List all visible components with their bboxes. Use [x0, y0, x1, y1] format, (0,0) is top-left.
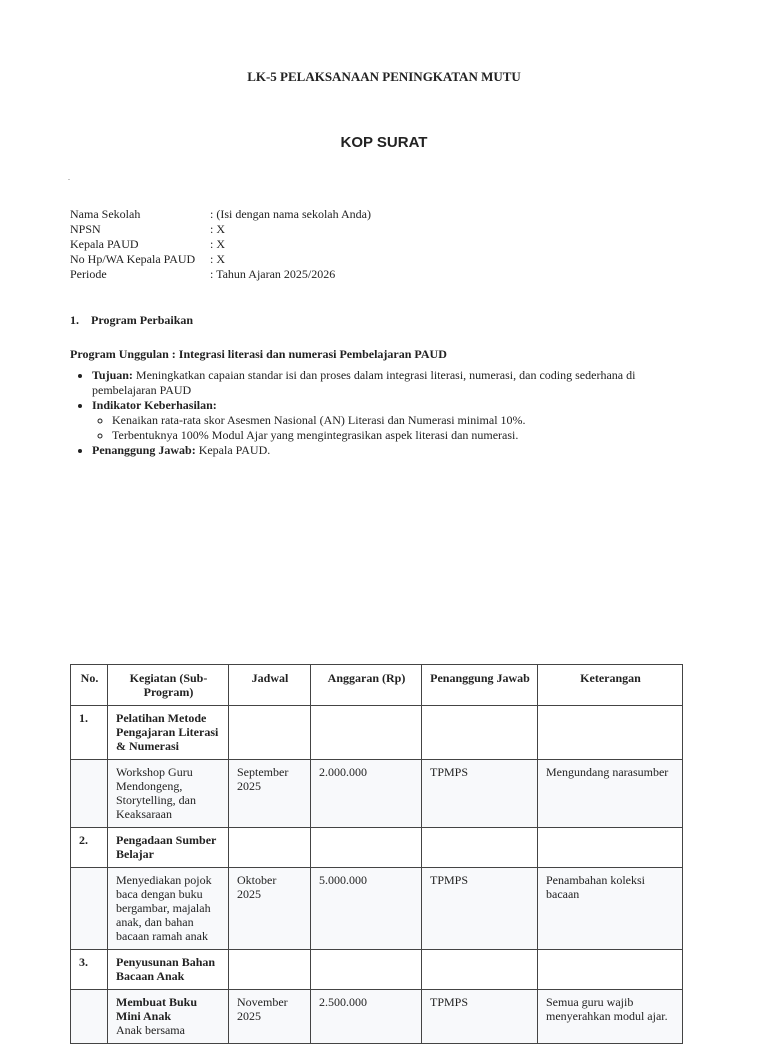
activity-table-wrapper [70, 664, 683, 1044]
info-value: : Tahun Ajaran 2025/2026 [210, 267, 336, 281]
header-anggaran: Anggaran (Rp) [311, 665, 422, 706]
document-title: LK-5 PELAKSANAAN PENINGKATAN MUTU [247, 69, 521, 84]
cell-kegiatan: Penyusunan Bahan Bacaan Anak [108, 950, 229, 990]
cell-anggaran [311, 950, 422, 990]
header-penanggung-jawab: Penanggung Jawab [422, 665, 538, 706]
cell-anggaran [311, 828, 422, 868]
cell-ket: Mengundang narasumber [538, 760, 683, 828]
info-value: : X [210, 252, 225, 266]
indikator-label: Indikator Keberhasilan: [92, 398, 217, 412]
cell-jadwal: November 2025 [229, 990, 311, 1044]
indikator-item: ◦ Kenaikan rata-rata skor Asesmen Nasional (AN) Literasi dan Numerasi minimal 10%. [112, 413, 700, 428]
cell-no [71, 760, 108, 828]
cell-no: 3. [71, 950, 108, 990]
info-row-periode [70, 267, 371, 282]
cell-kegiatan-title: Membuat Buku Mini Anak [116, 995, 198, 1023]
info-value: : X [210, 222, 225, 236]
kop-surat-heading: KOP SURAT [340, 134, 428, 151]
school-info-block [70, 207, 371, 282]
cell-ket [538, 950, 683, 990]
cell-anggaran: 2.500.000 [311, 990, 422, 1044]
list-item-indikator [92, 398, 700, 443]
cell-kegiatan-desc: Anak bersama [116, 1023, 185, 1037]
cell-kegiatan: Pelatihan Metode Pengajaran Literasi & Numerasi [108, 706, 229, 760]
cell-anggaran [311, 706, 422, 760]
info-label: NPSN [70, 222, 101, 236]
cell-jadwal: Oktober 2025 [229, 868, 311, 950]
table-row [71, 828, 683, 868]
info-row-npsn [70, 222, 371, 237]
section-title: Program Perbaikan [91, 313, 194, 327]
header-jadwal: Jadwal [229, 665, 311, 706]
cell-pj: TPMPS [422, 990, 538, 1044]
stray-dot: . [68, 173, 70, 182]
cell-no: 2. [71, 828, 108, 868]
cell-ket: Semua guru wajib menyerahkan modul ajar. [538, 990, 683, 1044]
program-details [70, 368, 700, 458]
cell-no [71, 868, 108, 950]
header-kegiatan: Kegiatan (Sub-Program) [108, 665, 229, 706]
indikator-item: ◦ Terbentuknya 100% Modul Ajar yang mengintegrasikan aspek literasi dan numerasi. [112, 428, 700, 443]
list-item-tujuan [92, 368, 700, 398]
cell-jadwal [229, 828, 311, 868]
cell-no [71, 990, 108, 1044]
cell-no: 1. [71, 706, 108, 760]
table-row [71, 706, 683, 760]
section-number: 1. [70, 313, 79, 327]
info-label: Nama Sekolah [70, 207, 141, 221]
table-header-row [71, 665, 683, 706]
cell-jadwal: September 2025 [229, 760, 311, 828]
cell-pj: TPMPS [422, 868, 538, 950]
table-row [71, 950, 683, 990]
cell-kegiatan: Menyediakan pojok baca dengan buku bergambar, majalah anak, dan bahan bacaan ramah anak [108, 868, 229, 950]
cell-ket [538, 828, 683, 868]
info-row-nama-sekolah [70, 207, 371, 222]
tujuan-label: Tujuan: [92, 368, 133, 382]
cell-anggaran: 2.000.000 [311, 760, 422, 828]
info-value: : (Isi dengan nama sekolah Anda) [210, 207, 371, 221]
info-label: Periode [70, 267, 107, 281]
cell-kegiatan: Workshop Guru Mendongeng, Storytelling, dan Keaksaraan [108, 760, 229, 828]
cell-ket: Penambahan koleksi bacaan [538, 868, 683, 950]
info-value: : X [210, 237, 225, 251]
cell-pj [422, 828, 538, 868]
table-row [71, 760, 683, 828]
cell-kegiatan: Pengadaan Sumber Belajar [108, 828, 229, 868]
cell-pj: TPMPS [422, 760, 538, 828]
pj-text: Kepala PAUD. [195, 443, 271, 457]
info-label: No Hp/WA Kepala PAUD [70, 252, 196, 266]
table-row [71, 868, 683, 950]
info-label: Kepala PAUD [70, 237, 139, 251]
cell-jadwal [229, 706, 311, 760]
info-row-kepala-paud [70, 237, 371, 252]
list-item-penanggung-jawab [92, 443, 700, 458]
header-keterangan: Keterangan [538, 665, 683, 706]
tujuan-text: Meningkatkan capaian standar isi dan proses dalam integrasi literasi, numerasi, dan coding sederhana di pembelajaran PAUD [92, 368, 636, 397]
header-no: No. [71, 665, 108, 706]
cell-pj [422, 706, 538, 760]
cell-anggaran: 5.000.000 [311, 868, 422, 950]
cell-ket [538, 706, 683, 760]
cell-kegiatan [108, 990, 229, 1044]
program-heading: Program Unggulan : Integrasi literasi dan numerasi Pembelajaran PAUD [70, 347, 447, 361]
cell-pj [422, 950, 538, 990]
pj-label: Penanggung Jawab: [92, 443, 196, 457]
cell-jadwal [229, 950, 311, 990]
activity-table [70, 664, 683, 1044]
section-heading [70, 313, 193, 328]
table-row [71, 990, 683, 1044]
info-row-no-hp [70, 252, 371, 267]
